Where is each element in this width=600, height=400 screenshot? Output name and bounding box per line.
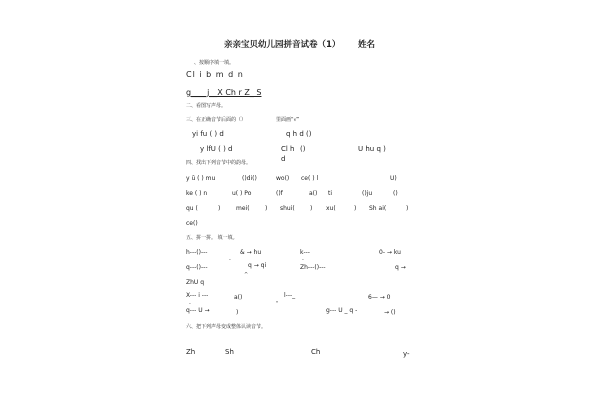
section-3-label-tail: 里面画“√” [276,117,300,123]
section-1-label: 、按顺序填一填。 [194,60,235,66]
section-5-item: 0- → ku [379,249,401,256]
section-5-item: ZhU q [186,279,205,286]
section-6-item: Zh [186,348,196,356]
section-4-cell: y ū ( ) mu [186,175,216,182]
section-4-cell: a() [309,190,318,197]
section-5-item: l---_ [284,292,296,299]
tone-mark: - [189,301,191,307]
section-3-item: y lfU ( ) d [200,145,233,153]
section-3-item: d [281,155,286,163]
section-5-item: g--- U _ q - [326,307,358,314]
section-4-cell: ()f [276,190,283,197]
section-1-row-2: g____j__X Ch r Z_ S [186,88,262,97]
section-5-item: Zh---()--- [300,264,326,271]
section-5-item: q → [395,264,406,271]
section-4-cell: qu ( [186,205,198,212]
section-4-cell: Sh ai( [369,205,387,212]
tone-mark: - [302,257,304,263]
section-3-item: q h d () [286,130,312,138]
section-2-label: 二、看图写声母。 [186,103,227,109]
section-4-cell: () [393,190,398,197]
section-5-item: k--- [300,249,310,256]
section-4-cell: ()ju [362,190,373,197]
section-5-label: 五、拼一拼。 填一填。 [186,235,238,241]
section-3-item: U hu q ) [358,145,386,153]
section-4-cell: shui( [280,205,295,212]
section-4-cell: ) [265,205,268,212]
section-4-cell: ke ( ) n [186,190,208,197]
tone-mark: - [229,257,231,263]
section-4-cell: ) [354,205,357,212]
section-4-cell: ) [218,205,221,212]
section-6-item: Sh [225,348,234,356]
name-label: 姓名 [358,40,376,50]
section-4-cell: U) [390,175,397,182]
section-4-cell: ce( ) l [301,175,319,182]
section-4-label: 四、找出下列音节中的韵母。 [186,160,252,166]
section-4-cell: ce() [186,220,198,227]
section-5-item: 6— → 0 [368,294,391,301]
section-5-item: q → qi [248,262,267,269]
section-3-item: Cl h [281,145,295,153]
section-5-item: & → hu [240,249,262,256]
section-4-cell: ) [406,205,409,212]
section-5-item: q---()--- [186,264,208,271]
tone-mark: " [276,301,279,307]
section-5-item: → () [384,309,396,316]
tone-mark: ^ [244,272,249,278]
section-5-item: ) [236,309,239,316]
section-4-cell: wo() [276,175,290,182]
section-4-cell: xu( [326,205,336,212]
section-5-item: X--- i --- [186,292,209,299]
section-4-cell: ) [310,205,313,212]
section-6-label: 六、把下列声母变成整体认读音节。 [186,324,267,330]
section-4-cell: u( ) Po [232,190,252,197]
section-3-item: yi fu ( ) d [192,130,224,138]
section-4-cell: ti [328,190,333,197]
section-3-label: 三、在正确音节后面的（） [186,117,247,123]
section-5-item: a() [234,294,243,301]
section-6-item: y- [403,350,410,358]
section-3-item: () [300,145,306,153]
section-4-cell: ()di() [242,175,257,182]
section-4-cell: mei( [236,205,250,212]
section-1-row-1: Cl i b m d n [186,70,244,79]
section-6-item: Ch [311,348,321,356]
section-5-item: q--- U → [186,307,210,314]
page-title: 亲亲宝贝幼儿园拼音试卷（1） [224,40,341,50]
section-5-item: h---()--- [186,249,208,256]
